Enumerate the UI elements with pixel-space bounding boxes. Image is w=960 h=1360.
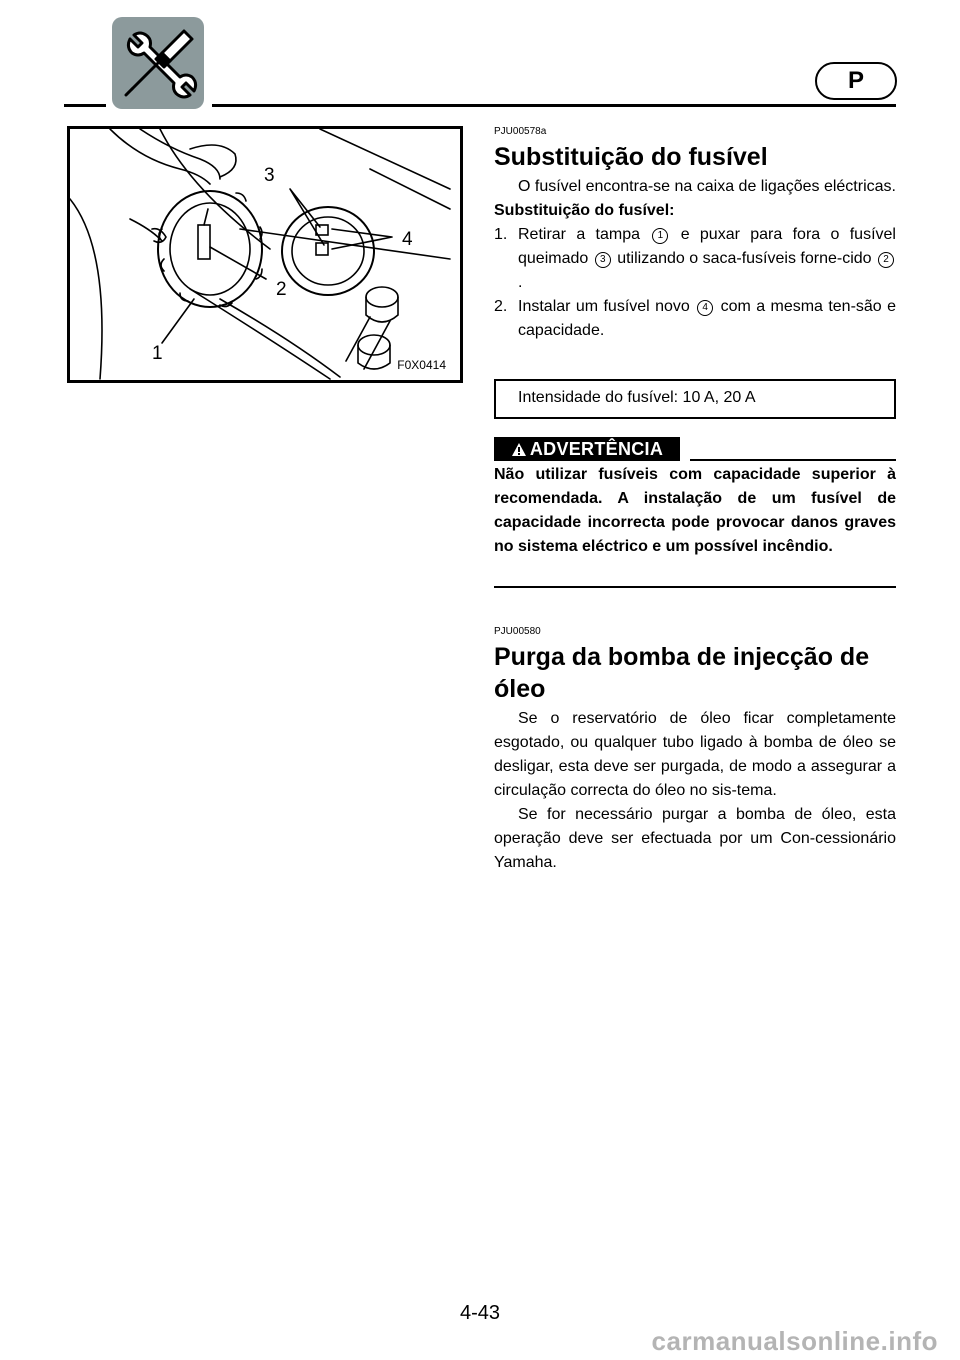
- intro-paragraph: O fusível encontra-se na caixa de ligações eléctricas.: [518, 178, 896, 195]
- warning-label: ADVERTÊNCIA: [494, 437, 680, 461]
- page-number: 4-43: [459, 1302, 501, 1324]
- section-oil-pump: [494, 626, 896, 875]
- language-badge: P: [815, 62, 897, 100]
- step-number: 1.: [494, 226, 508, 243]
- procedure-title: Substituição do fusível:: [494, 202, 675, 219]
- warning-triangle-icon: [511, 442, 527, 457]
- watermark: carmanualsonline.info: [651, 1326, 938, 1356]
- step-2: 2. Instalar um fusível novo 4 com a mesma ten-são e capacidade.: [494, 295, 896, 343]
- callout-2: 2: [276, 279, 287, 300]
- section-title: Purga da bomba de injecção de óleo: [494, 643, 870, 703]
- warning-text: Não utilizar fusíveis com capacidade superior à recomendada. A instalação de um fusível de capacidade incorrecta pode provocar danos graves no sistema eléctrico e um possível incêndio.: [494, 466, 896, 555]
- step-number: 2.: [494, 298, 508, 315]
- fuse-spec-box: Intensidade do fusível: 10 A, 20 A: [494, 379, 896, 419]
- ref-callout: 4: [697, 300, 713, 316]
- paragraph: Se o reservatório de óleo ficar completamente esgotado, ou qualquer tubo ligado à bomba de óleo se desligar, esta deve ser purgada, de modo a assegurar a circulação correcta do óleo no sis-tema.: [494, 710, 896, 799]
- figure-code: F0X0414: [397, 358, 446, 372]
- ref-callout: 3: [595, 252, 611, 268]
- warning-rule-bottom: [494, 586, 896, 588]
- header-rule-left: [64, 104, 106, 107]
- section-code: PJU00578a: [494, 126, 547, 137]
- callout-4: 4: [402, 229, 413, 250]
- ref-callout: 2: [878, 252, 894, 268]
- wrench-screwdriver-icon: [112, 17, 204, 109]
- section-code: PJU00580: [494, 626, 541, 637]
- warning-rule-top: [690, 459, 896, 461]
- paragraph: Se for necessário purgar a bomba de óleo, esta operação deve ser efectuada por um Con-cessionário Yamaha.: [494, 806, 896, 871]
- section-fuse: [494, 126, 896, 343]
- callout-3: 3: [264, 165, 275, 186]
- section-title: Substituição do fusível: [494, 143, 768, 171]
- header-rule-right: [212, 104, 896, 107]
- step-1: 1. Retirar a tampa 1 e puxar para fora o fusível queimado 3 utilizando o saca-fusíveis forne-cido 2.: [494, 223, 896, 295]
- fuse-illustration: [67, 126, 463, 383]
- section-badge: [112, 17, 204, 109]
- ref-callout: 1: [652, 228, 668, 244]
- warning-block: [494, 463, 896, 559]
- callout-1: 1: [152, 343, 163, 364]
